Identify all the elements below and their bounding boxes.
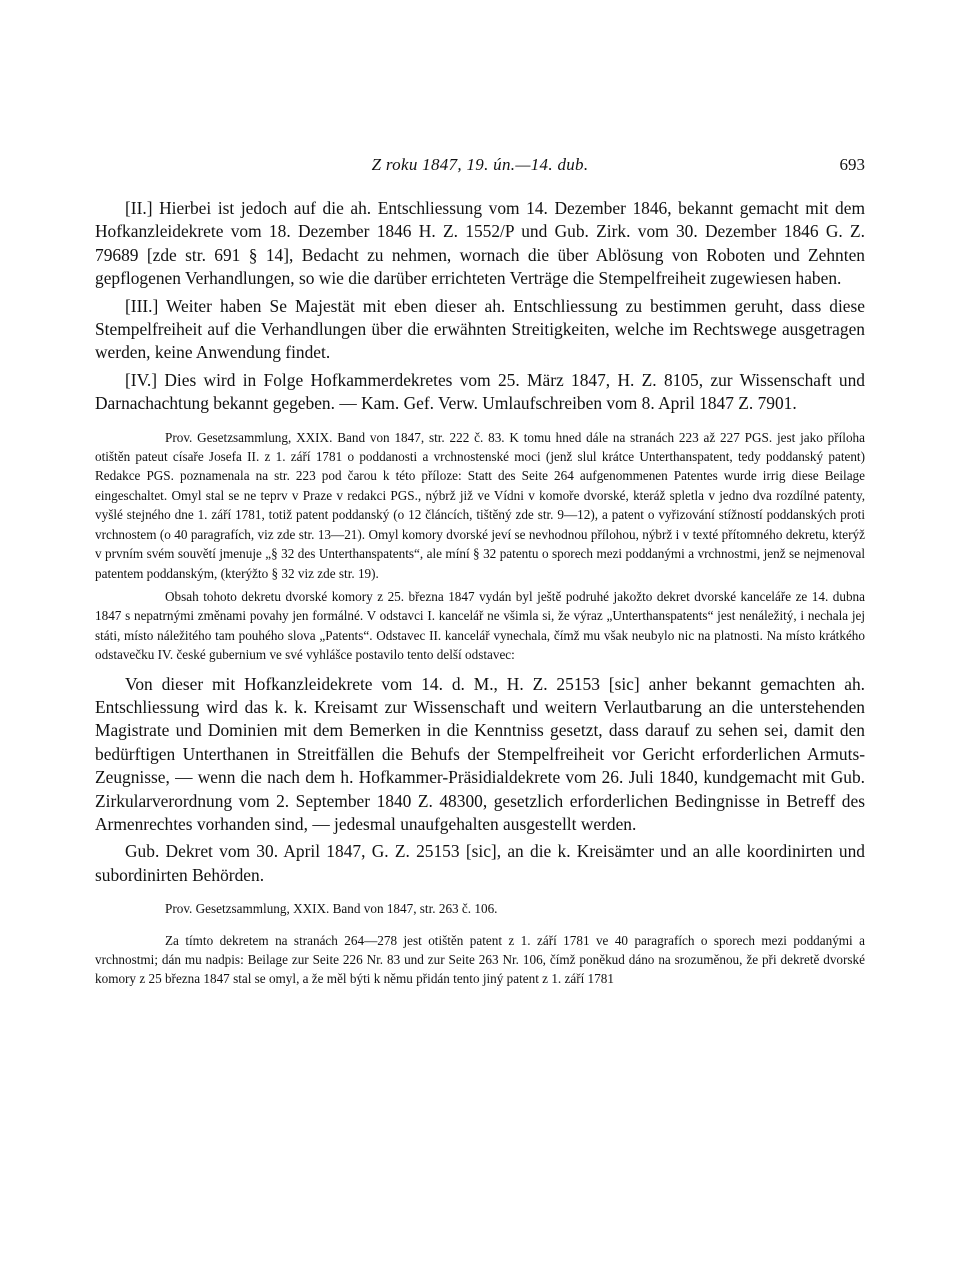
paragraph-von-dieser: Von dieser mit Hofkanzleidekrete vom 14. d. M., H. Z. 25153 [sic] anher bekannt gemachten ah. Entschliessung wird das k. k. Kreisamt zur Wissenschaft und weitern Verlautbarung an die unterstehenden Magistrate und Dominien mit dem Bemerken in die Kenntniss gesetzt, dass darauf zu sehen sei, damit den bedürftigen Unterthanen in Streitfällen die Behufs der Stempelfreiheit vor Gericht erforderlichen Armuts-Zeugnisse, — wenn die nach dem h. Hofkammer-Präsidialdekrete vom 26. Juli 1840, kundgemacht mit Gub. Zirkularverordnung vom 2. September 1840 Z. 48300, gesetzlich erforderlichen Bedingnisse in Betreff des Armenrechtes vorhanden sind, — jedesmal unaufgehalten ausgestellt werden.	[95, 673, 865, 834]
paragraph-iv: [IV.] Dies wird in Folge Hofkammerdekretes vom 25. März 1847, H. Z. 8105, zur Wissenschaft und Darnachachtung bekannt gegeben. — Kam. Gef. Verw. Umlaufschreiben vom 8. April 1847 Z. 7901.	[95, 369, 865, 414]
page-header	[95, 155, 865, 179]
document-page	[95, 155, 865, 989]
footnote-commentary: Obsah tohoto dekretu dvorské komory z 25. března 1847 vydán byl ještě podruhé jakožto dekret dvorské kanceláře ze 14. dubna 1847 s nepatrnými změnami povahy jen formálné. V odstavci I. kancelář ne všimla si, že výraz „Unterthanspatents“ jest nenáležitý, i nechala jej státi, místo náležitého tam pouhého slova „Patents“. Odstavec II. kancelář vynechala, čímž mu však neubylo nic na platnosti. Na místo krátkého odstavečku IV. české gubernium ve své vyhlášce postavilo tento delší odstavec:	[95, 588, 865, 663]
paragraph-iii: [III.] Weiter haben Se Majestät mit eben dieser ah. Entschliessung zu bestimmen geruht, dass diese Stempelfreiheit auf die Verhandlungen über die erwähnten Streitigkeiten, welche im Rechtswege ausgetragen werden, keine Anwendung findet.	[95, 295, 865, 363]
source-citation-2: Prov. Gesetzsammlung, XXIX. Band von 1847, str. 263 č. 106.	[165, 901, 498, 917]
footnote-final: Za tímto dekretem na stranách 264—278 jest otištěn patent z 1. září 1781 ve 40 paragrafích o sporech mezi poddanými a vrchnostmi; dán mu nadpis: Beilage zur Seite 226 Nr. 83 und zur Seite 263 Nr. 106, čímž poněkud dáno na srozuměnou, že při dekretě dvorské komory z 25 března 1847 stal se omyl, a že měl býti k němu přidán tento jiný patent z 1. září 1781	[95, 932, 865, 987]
paragraph-ii: [II.] Hierbei ist jedoch auf die ah. Entschliessung vom 14. Dezember 1846, bekannt gemacht mit dem Hofkanzleidekrete vom 18. Dezember 1846 H. Z. 1552/P und Gub. Zirk. vom 30. Dezember 1846 G. Z. 79689 [zde str. 691 § 14], Bedacht zu nehmen, wornach die über Ablösung von Roboten und Zehnten gepflogenen Verhandlungen, so wie die darüber errichteten Verträge die Stempelfreiheit zugewiesen haben.	[95, 198, 865, 289]
page-number: 693	[839, 155, 865, 174]
paragraph-gub-dekret: Gub. Dekret vom 30. April 1847, G. Z. 25153 [sic], an die k. Kreisämter und an alle koordinirten und subordinirten Behörden.	[95, 841, 865, 885]
footnote-source-1: Prov. Gesetzsammlung, XXIX. Band von 1847, str. 222 č. 83. K tomu hned dále na stranách 223 až 227 PGS. jest jako příloha otištěn pateut císaře Josefa II. z 1. září 1781 o poddanosti a vrchnostenské moci (jenž slul krátce Unterthanspatent, tedy poddanský patent) Redakce PGS. poznamenala na str. 223 pod čarou k této příloze: Statt des Seite 264 aufgenommenen Patentes wurde irrig diese Beilage eingeschaltet. Omyl stal se ne teprv v Praze v redakci PGS., nýbrž již ve Vídni v komoře dvorské, kteráž spletla v jedno dva rozdílné patenty, vyšlé stejného dne 1. září 1781, totiž patent poddanský (o 12 článcích, tištěný zde str. 9—12), a patent o vyřizování stížností poddanských proti vrchnostem (o 40 paragrafích, viz zde str. 13—21). Omyl komory dvorské jeví se nevhodnou přílohou, nýbrž i v texté přítomného dekretu, kterýž v prvním svém souvětí jmenuje „§ 32 des Unterthanspatents“, ale míní § 32 patentu o sporech mezi poddanými a vrchnostmi, jenž se nejmenoval patentem poddanským, (kterýžto § 32 viz zde str. 19).	[95, 429, 865, 581]
running-title: Z roku 1847, 19. ún.—14. dub.	[371, 155, 589, 174]
